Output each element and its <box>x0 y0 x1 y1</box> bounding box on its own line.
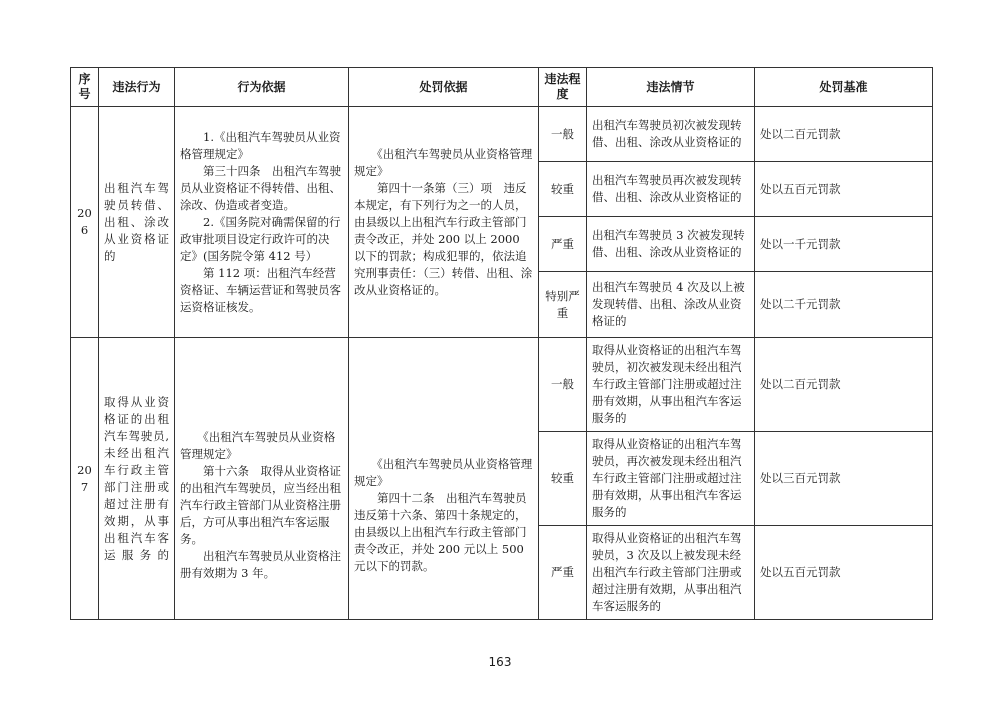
row-circumstance: 出租汽车驾驶员再次被发现转借、出租、涂改从业资格证的 <box>587 162 755 217</box>
row-degree: 特别严重 <box>539 272 587 338</box>
table-row <box>71 107 933 162</box>
row-degree: 较重 <box>539 432 587 526</box>
basis-line: 《出租汽车驾驶员从业资格管理规定》 <box>354 457 533 488</box>
basis-line: 1.《出租汽车驾驶员从业资格管理规定》 <box>180 129 341 161</box>
table-header-row <box>71 68 933 107</box>
row-standard: 处以三百元罚款 <box>755 432 933 526</box>
table-row <box>71 338 933 432</box>
row-act: 出租汽车驾驶员转借、出租、涂改从业资格证的 <box>99 107 175 338</box>
row-standard: 处以五百元罚款 <box>755 526 933 620</box>
row-degree: 较重 <box>539 162 587 217</box>
basis-line: 《出租汽车驾驶员从业资格管理规定》 <box>180 430 336 461</box>
row-standard: 处以一千元罚款 <box>755 217 933 272</box>
row-penalty-basis <box>349 338 539 620</box>
row-standard: 处以二千元罚款 <box>755 272 933 338</box>
basis-line: 2.《国务院对确需保留的行政审批项目设定行政许可的决定》(国务院令第 412 号） <box>180 214 341 263</box>
row-degree: 严重 <box>539 526 587 620</box>
row-circumstance: 出租汽车驾驶员 4 次及以上被发现转借、出租、涂改从业资格证的 <box>587 272 755 338</box>
row-conduct-basis <box>175 107 349 338</box>
row-act: 取得从业资格证的出租汽车驾驶员,未经出租汽车行政主管部门注册或超过注册有效期，从事出租汽车客运服务的 <box>99 338 175 620</box>
row-seq: 207 <box>71 338 99 620</box>
row-circumstance: 取得从业资格证的出租汽车驾驶员，3 次及以上被发现未经出租汽车行政主管部门注册或超过注册有效期，从事出租汽车客运服务的 <box>587 526 755 620</box>
row-degree: 一般 <box>539 107 587 162</box>
row-standard: 处以五百元罚款 <box>755 162 933 217</box>
basis-line: 第十六条 取得从业资格证的出租汽车驾驶员，应当经出租汽车行政主管部门从业资格注册后，方可从事出租汽车客运服务。 <box>180 464 341 546</box>
row-degree: 严重 <box>539 217 587 272</box>
row-degree: 一般 <box>539 338 587 432</box>
header-conduct-basis: 行为依据 <box>175 68 349 107</box>
row-conduct-basis <box>175 338 349 620</box>
header-penalty-basis: 处罚依据 <box>349 68 539 107</box>
row-circumstance: 出租汽车驾驶员初次被发现转借、出租、涂改从业资格证的 <box>587 107 755 162</box>
row-standard: 处以二百元罚款 <box>755 338 933 432</box>
basis-line: 第 112 项：出租汽车经营资格证、车辆运营证和驾驶员客运资格证核发。 <box>180 265 341 314</box>
row-seq: 206 <box>71 107 99 338</box>
row-penalty-basis <box>349 107 539 338</box>
document-page <box>70 67 932 620</box>
row-circumstance: 出租汽车驾驶员 3 次被发现转借、出租、涂改从业资格证的 <box>587 217 755 272</box>
header-seq: 序号 <box>71 68 99 107</box>
basis-line: 出租汽车驾驶员从业资格注册有效期为 3 年。 <box>180 549 341 580</box>
row-circumstance: 取得从业资格证的出租汽车驾驶员，初次被发现未经出租汽车行政主管部门注册或超过注册有效期，从事出租汽车客运服务的 <box>587 338 755 432</box>
header-degree: 违法程度 <box>539 68 587 107</box>
basis-line: 《出租汽车驾驶员从业资格管理规定》 <box>354 146 533 178</box>
page-number: 163 <box>488 655 512 669</box>
row-standard: 处以二百元罚款 <box>755 107 933 162</box>
row-circumstance: 取得从业资格证的出租汽车驾驶员，再次被发现未经出租汽车行政主管部门注册或超过注册有效期，从事出租汽车客运服务的 <box>587 432 755 526</box>
header-act: 违法行为 <box>99 68 175 107</box>
basis-line: 第四十一条第（三）项 违反本规定，有下列行为之一的人员，由县级以上出租汽车行政主管部门责令改正，并处 200 以上 2000 以下的罚款；构成犯罪的，依法追究刑事责任：（三）转借、出租、涂改从业资格证的。 <box>354 180 533 297</box>
basis-line: 第四十二条 出租汽车驾驶员违反第十六条、第四十条规定的，由县级以上出租汽车行政主管部门责令改正，并处 200 元以上 500 元以下的罚款。 <box>354 491 527 573</box>
header-circumstance: 违法情节 <box>587 68 755 107</box>
basis-line: 第三十四条 出租汽车驾驶员从业资格证不得转借、出租、涂改、伪造或者变造。 <box>180 163 341 212</box>
header-standard: 处罚基准 <box>755 68 933 107</box>
penalty-standard-table <box>70 67 933 620</box>
